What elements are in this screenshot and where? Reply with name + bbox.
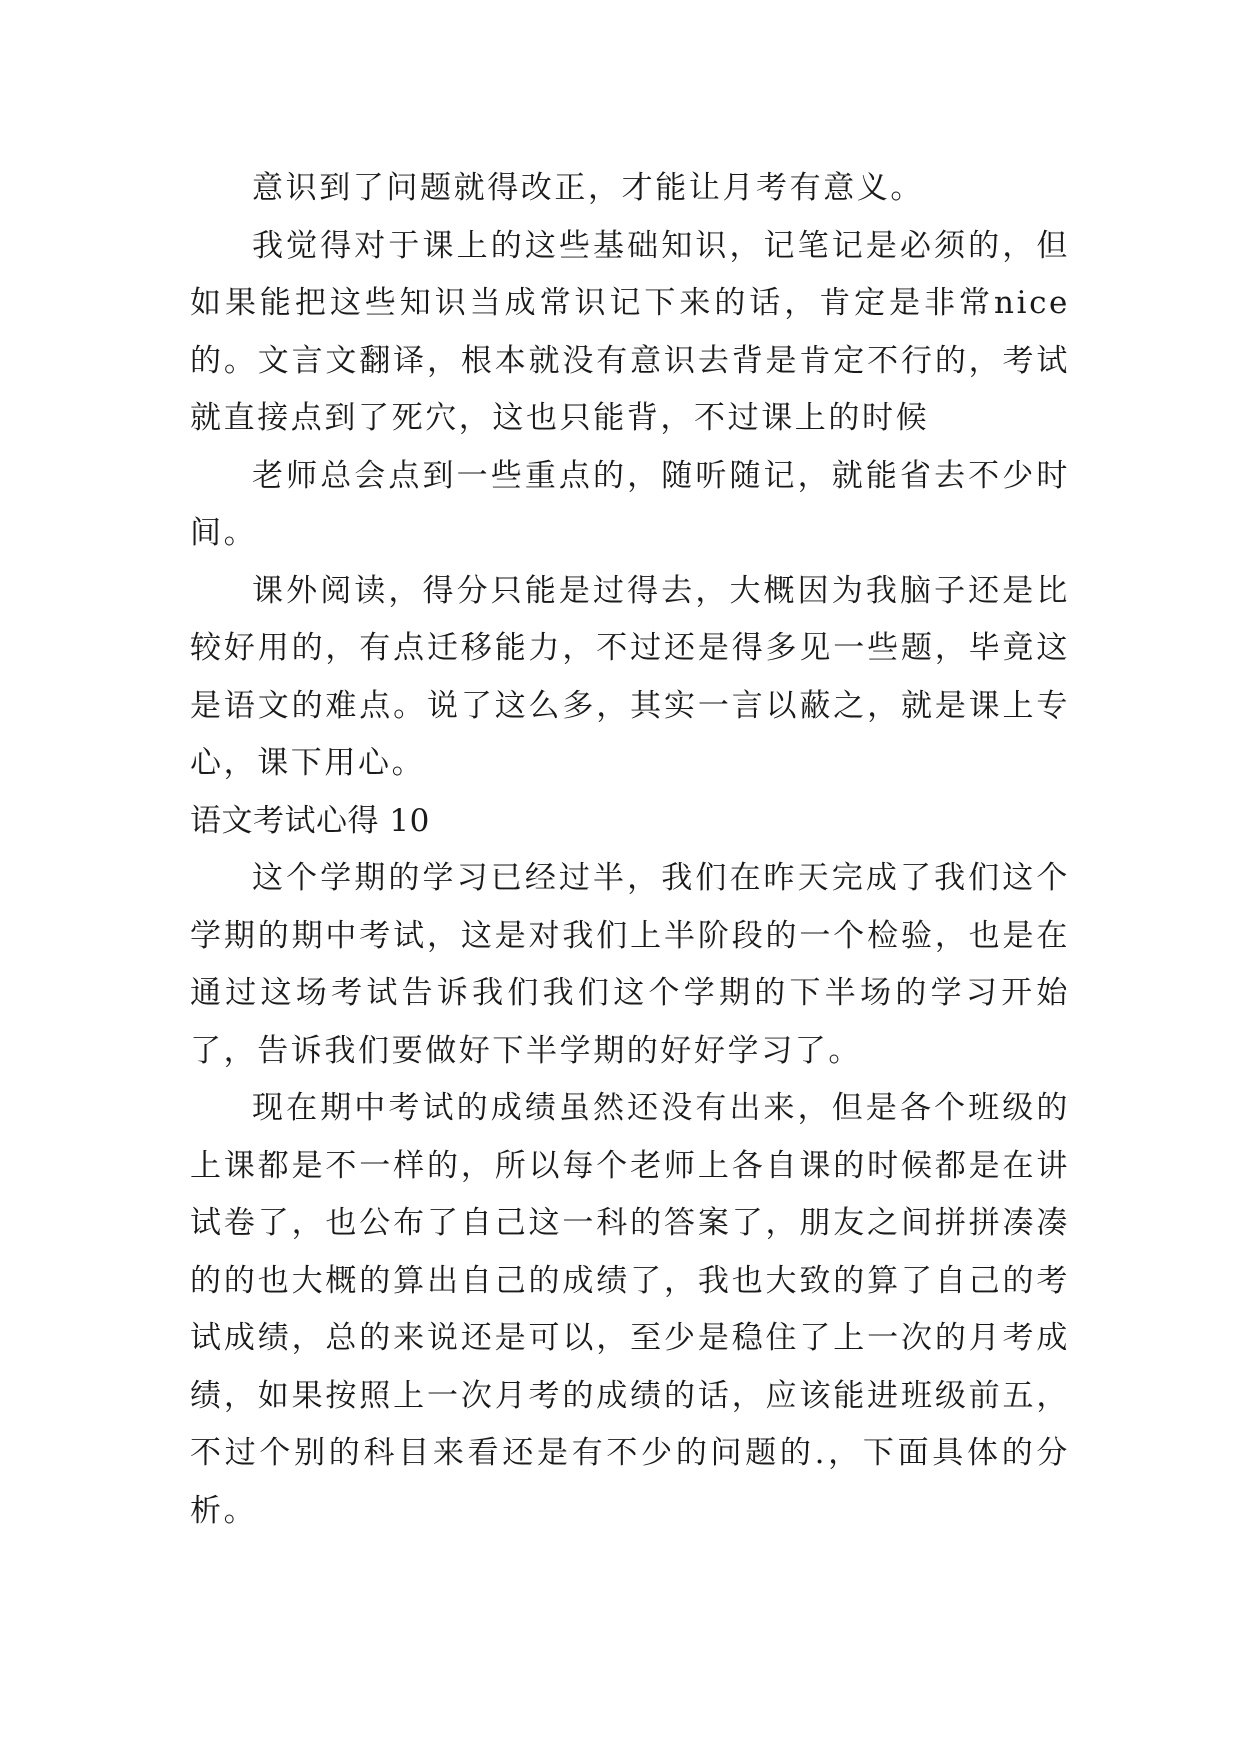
paragraph: 意识到了问题就得改正，才能让月考有意义。 (252, 170, 924, 206)
paragraph: 这个学期的学习已经过半，我们在昨天完成了我们这个学期的期中考试，这是对我们上半阶段的一个检验，也是在通过这场考试告诉我们我们这个学期的下半场的学习开始了，告诉我们要做好下半学期的好好学习了。 (190, 860, 1070, 1069)
section-heading: 语文考试心得 10 (190, 802, 430, 839)
paragraph: 现在期中考试的成绩虽然还没有出来，但是各个班级的上课都是不一样的，所以每个老师上各自课的时候都是在讲试卷了，也公布了自己这一科的答案了，朋友之间拼拼凑凑的的也大概的算出自己的成绩了，我也大致的算了自己的考试成绩，总的来说还是可以，至少是稳住了上一次的月考成绩，如果按照上一次月考的成绩的话，应该能进班级前五，不过个别的科目来看还是有不少的问题的.，下面具体的分析。 (190, 1090, 1070, 1529)
document-body (190, 160, 1070, 1540)
paragraph: 课外阅读，得分只能是过得去，大概因为我脑子还是比较好用的，有点迁移能力，不过还是得多见一些题，毕竟这是语文的难点。说了这么多，其实一言以蔽之，就是课上专心，课下用心。 (190, 572, 1070, 781)
paragraph: 老师总会点到一些重点的，随听随记，就能省去不少时间。 (190, 457, 1070, 551)
paragraph: 我觉得对于课上的这些基础知识，记笔记是必须的，但如果能把这些知识当成常识记下来的话，肯定是非常nice的。文言文翻译，根本就没有意识去背是肯定不行的，考试就直接点到了死穴，这也只能背，不过课上的时候 (190, 227, 1070, 436)
